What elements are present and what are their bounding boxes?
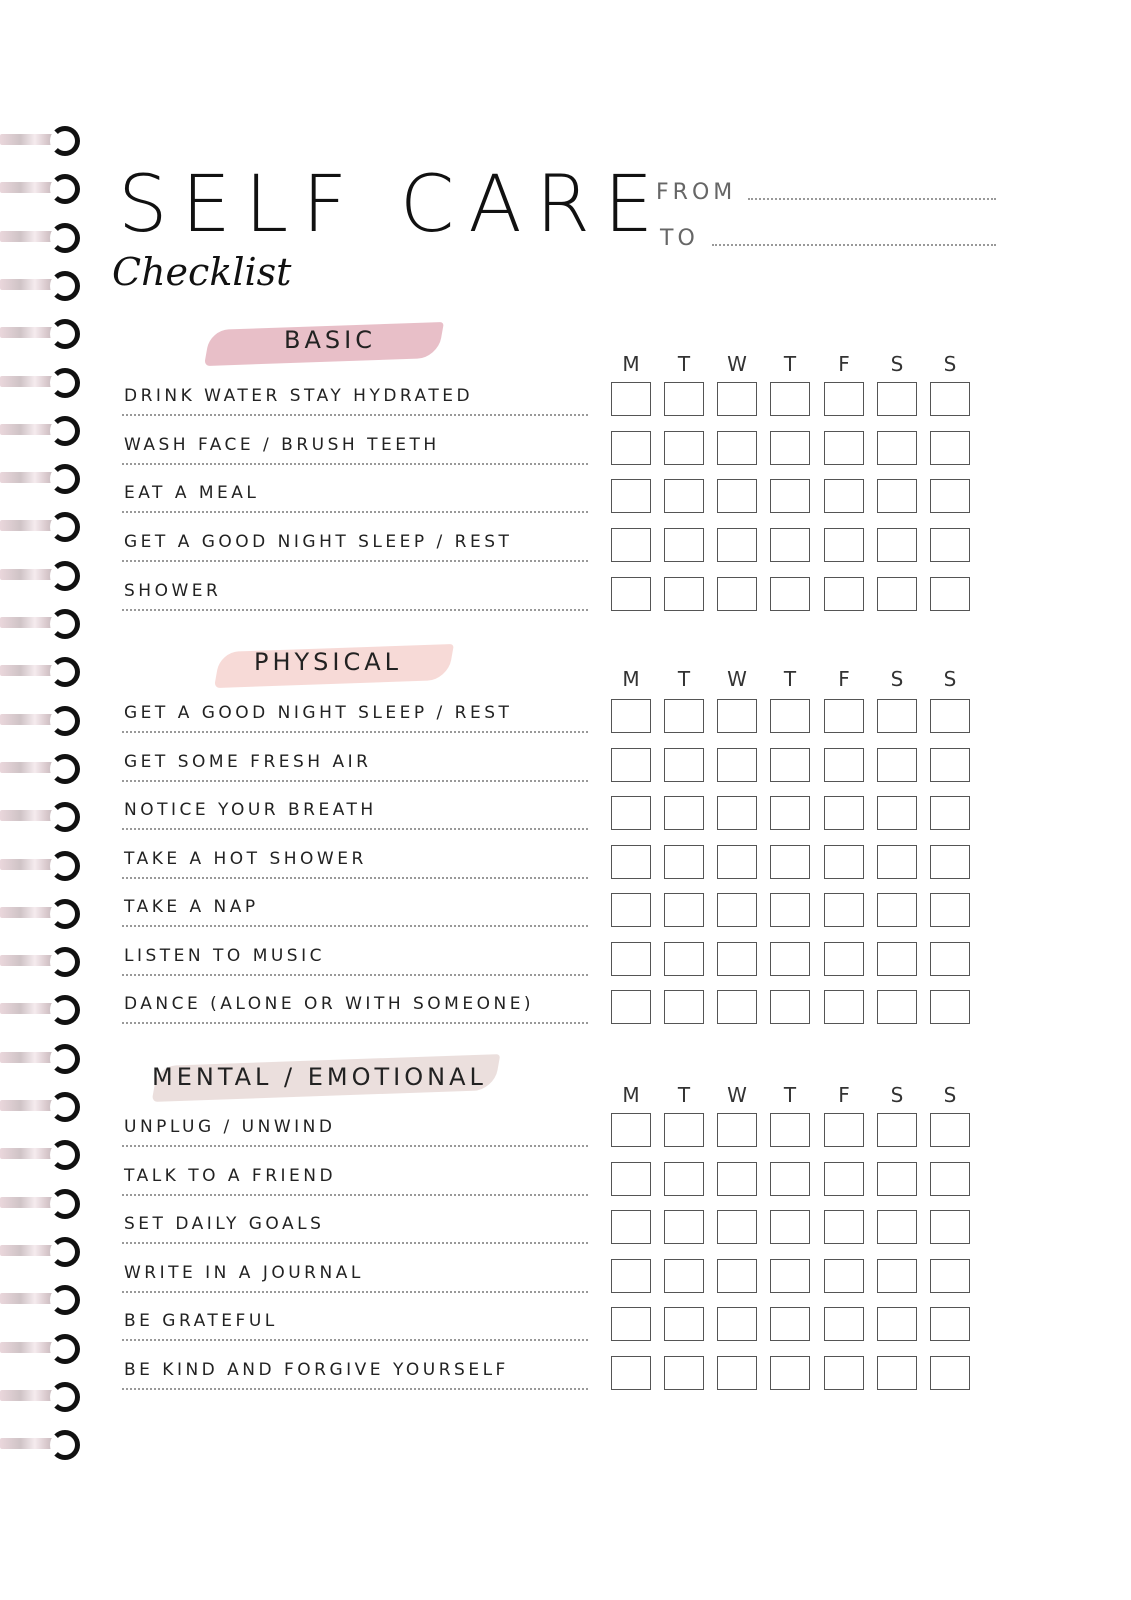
spiral-coil [0,1136,80,1170]
spiral-coil [0,267,80,301]
checkbox-tue[interactable] [664,1162,704,1196]
checkbox-fri[interactable] [824,990,864,1024]
checkbox-wed[interactable] [717,431,757,465]
checkbox-mon[interactable] [611,1356,651,1390]
checklist-item-label: WASH FACE / BRUSH TEETH [124,435,440,455]
checkbox-wed[interactable] [717,1162,757,1196]
dotted-rule [122,1388,588,1390]
checkbox-thu[interactable] [770,1259,810,1293]
dotted-rule [122,877,588,879]
page-subtitle: Checklist [112,250,292,294]
checkbox-tue[interactable] [664,893,704,927]
checkbox-sun[interactable] [930,577,970,611]
checkbox-sun[interactable] [930,1307,970,1341]
checkbox-tue[interactable] [664,1113,704,1147]
spiral-coil [0,1233,80,1267]
checkbox-mon[interactable] [611,990,651,1024]
coil-ring [50,657,80,687]
coil-ring [50,512,80,542]
day-header: F [838,667,850,691]
checklist-item-label: TAKE A HOT SHOWER [124,849,367,869]
checkbox-fri[interactable] [824,1259,864,1293]
checkbox-mon[interactable] [611,1113,651,1147]
checkbox-thu[interactable] [770,479,810,513]
dotted-rule [122,925,588,927]
spiral-coil [0,219,80,253]
checkbox-wed[interactable] [717,1210,757,1244]
coil-ring [50,1237,80,1267]
day-header: S [890,352,904,376]
day-header: T [677,667,691,691]
checkbox-thu[interactable] [770,431,810,465]
checkbox-fri[interactable] [824,796,864,830]
checkbox-sat[interactable] [877,1356,917,1390]
checkbox-fri[interactable] [824,1210,864,1244]
spiral-coil [0,895,80,929]
coil-ring [50,271,80,301]
coil-ring [50,899,80,929]
checkbox-thu[interactable] [770,893,810,927]
to-field[interactable] [712,244,996,246]
checkbox-fri[interactable] [824,479,864,513]
day-header: W [727,667,747,691]
day-header: M [622,667,640,691]
checkbox-sat[interactable] [877,893,917,927]
dotted-rule [122,1145,588,1147]
checkbox-fri[interactable] [824,577,864,611]
checkbox-sun[interactable] [930,845,970,879]
checkbox-wed[interactable] [717,1307,757,1341]
dotted-rule [122,731,588,733]
checkbox-tue[interactable] [664,431,704,465]
checkbox-tue[interactable] [664,845,704,879]
checkbox-tue[interactable] [664,990,704,1024]
checkbox-fri[interactable] [824,845,864,879]
coil-ring [50,1092,80,1122]
checkbox-wed[interactable] [717,479,757,513]
checkbox-sat[interactable] [877,1210,917,1244]
checklist-item-label: TAKE A NAP [124,897,259,917]
day-header: W [727,1083,747,1107]
checkbox-wed[interactable] [717,1356,757,1390]
checkbox-fri[interactable] [824,528,864,562]
coil-ring [50,1334,80,1364]
checklist-item-label: WRITE IN A JOURNAL [124,1263,364,1283]
checkbox-sun[interactable] [930,748,970,782]
dotted-rule [122,1022,588,1024]
from-label: FROM [656,180,737,205]
dotted-rule [122,974,588,976]
dotted-rule [122,609,588,611]
checkbox-mon[interactable] [611,1259,651,1293]
spiral-coil [0,1088,80,1122]
coil-ring [50,1140,80,1170]
coil-ring [50,947,80,977]
checkbox-thu[interactable] [770,382,810,416]
checkbox-mon[interactable] [611,431,651,465]
spiral-coil [0,315,80,349]
spiral-coil [0,702,80,736]
checkbox-tue[interactable] [664,577,704,611]
checklist-item-label: UNPLUG / UNWIND [124,1117,336,1137]
checkbox-sun[interactable] [930,431,970,465]
checkbox-tue[interactable] [664,1307,704,1341]
spiral-coil [0,122,80,156]
section-title: BASIC [284,326,376,354]
checkbox-wed[interactable] [717,382,757,416]
spiral-coil [0,605,80,639]
checkbox-tue[interactable] [664,1259,704,1293]
spiral-coil [0,1185,80,1219]
coil-ring [50,561,80,591]
coil-ring [50,851,80,881]
coil-ring [50,1044,80,1074]
spiral-coil [0,1040,80,1074]
coil-ring [50,706,80,736]
checkbox-tue[interactable] [664,1210,704,1244]
checkbox-sat[interactable] [877,528,917,562]
checkbox-fri[interactable] [824,748,864,782]
checkbox-mon[interactable] [611,942,651,976]
dotted-rule [122,1194,588,1196]
checklist-item-label: TALK TO A FRIEND [124,1166,337,1186]
checkbox-sat[interactable] [877,942,917,976]
checkbox-mon[interactable] [611,1307,651,1341]
dotted-rule [122,560,588,562]
checkbox-sun[interactable] [930,990,970,1024]
spiral-coil [0,460,80,494]
spiral-coil [0,943,80,977]
spiral-coil [0,1426,80,1460]
checkbox-tue[interactable] [664,699,704,733]
checkbox-thu[interactable] [770,942,810,976]
coil-ring [50,319,80,349]
checkbox-fri[interactable] [824,942,864,976]
dotted-rule [122,414,588,416]
day-header: S [943,667,957,691]
checkbox-tue[interactable] [664,382,704,416]
checklist-item-label: BE GRATEFUL [124,1311,278,1331]
checkbox-thu[interactable] [770,1113,810,1147]
checkbox-sun[interactable] [930,942,970,976]
checkbox-fri[interactable] [824,1356,864,1390]
checkbox-wed[interactable] [717,796,757,830]
day-header: S [890,1083,904,1107]
checkbox-wed[interactable] [717,893,757,927]
dotted-rule [122,1339,588,1341]
checklist-item-label: SHOWER [124,581,222,601]
checkbox-wed[interactable] [717,748,757,782]
day-header: T [677,352,691,376]
checkbox-sun[interactable] [930,893,970,927]
day-header: S [943,352,957,376]
checkbox-sat[interactable] [877,577,917,611]
checkbox-thu[interactable] [770,990,810,1024]
checklist-item-label: GET A GOOD NIGHT SLEEP / REST [124,532,513,552]
checkbox-sat[interactable] [877,431,917,465]
section-title: MENTAL / EMOTIONAL [152,1063,487,1091]
checkbox-sun[interactable] [930,699,970,733]
checkbox-fri[interactable] [824,893,864,927]
checkbox-sun[interactable] [930,1210,970,1244]
dotted-rule [122,511,588,513]
checkbox-sat[interactable] [877,1259,917,1293]
coil-ring [50,368,80,398]
coil-ring [50,126,80,156]
checklist-item-label: DANCE (ALONE OR WITH SOMEONE) [124,994,535,1014]
spiral-coil [0,798,80,832]
checkbox-fri[interactable] [824,1307,864,1341]
spiral-coil [0,508,80,542]
checkbox-fri[interactable] [824,1162,864,1196]
coil-ring [50,464,80,494]
checkbox-tue[interactable] [664,942,704,976]
checkbox-mon[interactable] [611,479,651,513]
coil-ring [50,609,80,639]
dotted-rule [122,828,588,830]
checkbox-sun[interactable] [930,1259,970,1293]
checkbox-thu[interactable] [770,699,810,733]
checkbox-mon[interactable] [611,528,651,562]
spiral-coil [0,1378,80,1412]
checkbox-sat[interactable] [877,796,917,830]
spiral-coil [0,847,80,881]
checklist-item-label: NOTICE YOUR BREATH [124,800,377,820]
spiral-coil [0,1281,80,1315]
day-header: T [783,352,797,376]
coil-ring [50,754,80,784]
checkbox-mon[interactable] [611,845,651,879]
day-header: S [943,1083,957,1107]
spiral-coil [0,653,80,687]
checkbox-thu[interactable] [770,1210,810,1244]
coil-ring [50,223,80,253]
checkbox-mon[interactable] [611,699,651,733]
checkbox-fri[interactable] [824,382,864,416]
coil-ring [50,1285,80,1315]
checkbox-sun[interactable] [930,382,970,416]
checkbox-sun[interactable] [930,1113,970,1147]
checkbox-wed[interactable] [717,990,757,1024]
checkbox-wed[interactable] [717,699,757,733]
checkbox-tue[interactable] [664,479,704,513]
checkbox-wed[interactable] [717,942,757,976]
to-label: TO [660,226,699,251]
day-header: M [622,352,640,376]
checkbox-sat[interactable] [877,382,917,416]
checkbox-sat[interactable] [877,1162,917,1196]
dotted-rule [122,1291,588,1293]
section-title: PHYSICAL [254,648,403,676]
checkbox-mon[interactable] [611,1210,651,1244]
checkbox-wed[interactable] [717,845,757,879]
coil-ring [50,1430,80,1460]
day-header: W [727,352,747,376]
checkbox-mon[interactable] [611,1162,651,1196]
checkbox-sat[interactable] [877,845,917,879]
checklist-item-label: EAT A MEAL [124,483,260,503]
checkbox-sun[interactable] [930,528,970,562]
checkbox-sun[interactable] [930,1356,970,1390]
dotted-rule [122,1242,588,1244]
checkbox-thu[interactable] [770,1307,810,1341]
coil-ring [50,1382,80,1412]
spiral-coil [0,557,80,591]
page-title: SELF CARE [118,160,668,250]
checklist-item-label: DRINK WATER STAY HYDRATED [124,386,474,406]
coil-ring [50,416,80,446]
checkbox-fri[interactable] [824,1113,864,1147]
day-header: T [783,667,797,691]
checkbox-thu[interactable] [770,577,810,611]
checkbox-sat[interactable] [877,1307,917,1341]
checkbox-tue[interactable] [664,748,704,782]
checkbox-mon[interactable] [611,748,651,782]
checkbox-wed[interactable] [717,528,757,562]
checkbox-sat[interactable] [877,699,917,733]
checkbox-tue[interactable] [664,528,704,562]
checkbox-thu[interactable] [770,1162,810,1196]
dotted-rule [122,463,588,465]
checkbox-mon[interactable] [611,893,651,927]
checklist-item-label: BE KIND AND FORGIVE YOURSELF [124,1360,509,1380]
checkbox-thu[interactable] [770,796,810,830]
coil-ring [50,174,80,204]
checkbox-sun[interactable] [930,1162,970,1196]
checkbox-mon[interactable] [611,382,651,416]
checklist-item-label: GET A GOOD NIGHT SLEEP / REST [124,703,513,723]
checkbox-wed[interactable] [717,1113,757,1147]
coil-ring [50,995,80,1025]
spiral-binding [0,0,80,1600]
checkbox-fri[interactable] [824,699,864,733]
checklist-item-label: GET SOME FRESH AIR [124,752,372,772]
checkbox-sat[interactable] [877,1113,917,1147]
from-field[interactable] [748,198,996,200]
spiral-coil [0,412,80,446]
checkbox-thu[interactable] [770,845,810,879]
checkbox-sun[interactable] [930,479,970,513]
spiral-coil [0,991,80,1025]
spiral-coil [0,364,80,398]
checkbox-tue[interactable] [664,796,704,830]
checkbox-sat[interactable] [877,479,917,513]
checkbox-tue[interactable] [664,1356,704,1390]
coil-ring [50,802,80,832]
checkbox-sat[interactable] [877,990,917,1024]
spiral-coil [0,1330,80,1364]
checklist-item-label: SET DAILY GOALS [124,1214,325,1234]
checkbox-sat[interactable] [877,748,917,782]
spiral-coil [0,170,80,204]
checkbox-thu[interactable] [770,1356,810,1390]
checklist-item-label: LISTEN TO MUSIC [124,946,325,966]
dotted-rule [122,780,588,782]
day-header: M [622,1083,640,1107]
checkbox-mon[interactable] [611,796,651,830]
checkbox-sun[interactable] [930,796,970,830]
checkbox-thu[interactable] [770,748,810,782]
day-header: F [838,352,850,376]
spiral-coil [0,750,80,784]
coil-ring [50,1189,80,1219]
day-header: T [783,1083,797,1107]
day-header: S [890,667,904,691]
checkbox-wed[interactable] [717,1259,757,1293]
checkbox-wed[interactable] [717,577,757,611]
checkbox-thu[interactable] [770,528,810,562]
day-header: F [838,1083,850,1107]
day-header: T [677,1083,691,1107]
checkbox-mon[interactable] [611,577,651,611]
checkbox-fri[interactable] [824,431,864,465]
